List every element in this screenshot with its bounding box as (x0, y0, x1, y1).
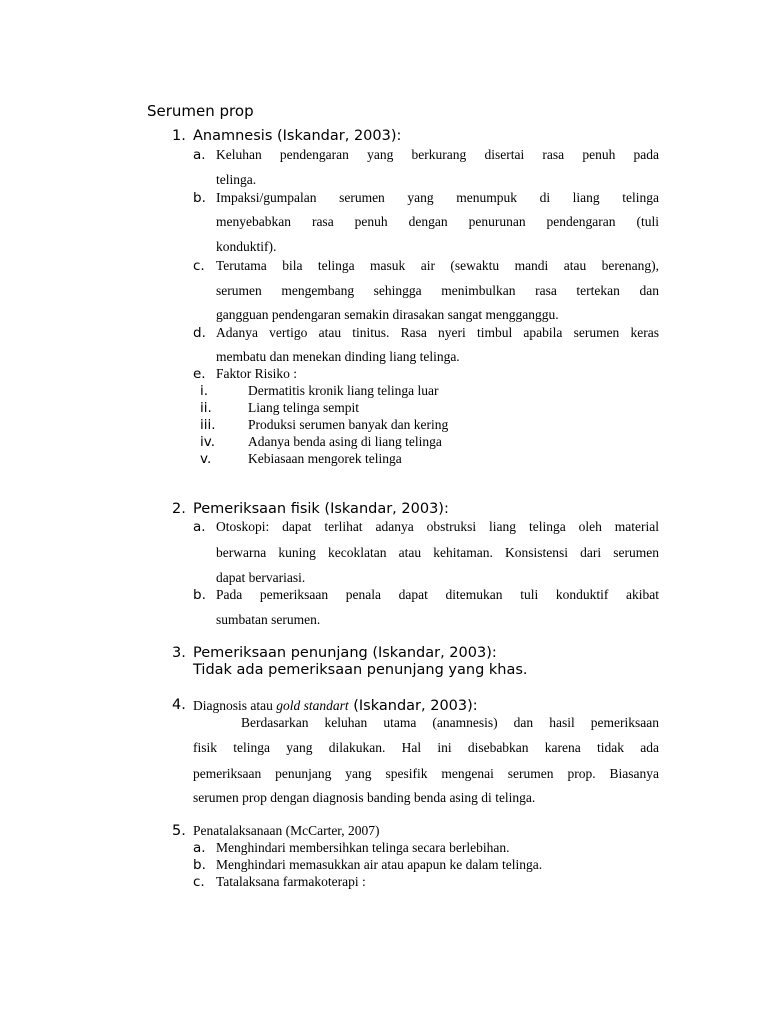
list-item-line: membatu dan menekan dinding liang telinga. (216, 349, 460, 364)
heading-italic-text: gold standart (276, 698, 349, 713)
subitem-text: Adanya benda asing di liang telinga (248, 434, 442, 449)
item-label: a. (193, 840, 206, 856)
list-item-line: telinga. (216, 172, 257, 187)
list-item-line: gangguan pendengaran semakin dirasakan sangat mengganggu. (216, 307, 559, 322)
section-3-heading: Pemeriksaan penunjang (Iskandar, 2003): (193, 645, 497, 661)
list-item-text: Menghindari memasukkan air atau apapun ke dalam telinga. (216, 857, 543, 872)
subitem-label: v. (200, 451, 212, 467)
list-item-line: konduktif). (216, 239, 277, 254)
section-1-heading: Anamnesis (Iskandar, 2003): (193, 128, 402, 144)
section-3-body: Tidak ada pemeriksaan penunjang yang khas. (193, 662, 528, 678)
list-item-line: Impaksi/gumpalan serumen yang menumpuk di liang telinga (216, 190, 659, 205)
list-item-line: berwarna kuning kecoklatan atau kehitaman. Konsistensi dari serumen (216, 545, 659, 560)
subitem-label: iii. (200, 417, 216, 433)
section-5-number: 5. (172, 823, 186, 839)
list-item-line: Adanya vertigo atau tinitus. Rasa nyeri timbul apabila serumen keras (216, 325, 659, 340)
list-item-line: Faktor Risiko : (216, 366, 298, 381)
subitem-label: ii. (200, 400, 212, 416)
subitem-text: Dermatitis kronik liang telinga luar (248, 383, 439, 398)
item-label: c. (193, 258, 205, 274)
section-4-number: 4. (172, 697, 186, 713)
heading-citation: (Iskandar, 2003): (348, 698, 478, 714)
list-item-line: menyebabkan rasa penuh dengan penurunan pendengaran (tuli (216, 214, 659, 229)
item-label: e. (193, 366, 206, 382)
item-label: b. (193, 587, 206, 603)
list-item-line: dapat bervariasi. (216, 570, 306, 585)
subitem-text: Produksi serumen banyak dan kering (248, 417, 449, 432)
paragraph-line: fisik telinga yang dilakukan. Hal ini disebabkan karena tidak ada (193, 740, 659, 755)
subitem-label: iv. (200, 434, 215, 450)
section-2-heading: Pemeriksaan fisik (Iskandar, 2003): (193, 501, 449, 517)
list-item-text: Tatalaksana farmakoterapi : (216, 874, 366, 889)
list-item-line: serumen mengembang sehingga menimbulkan rasa tertekan dan (216, 283, 659, 298)
paragraph-line: Berdasarkan keluhan utama (anamnesis) dan hasil pemeriksaan (241, 715, 659, 730)
section-3-number: 3. (172, 645, 186, 661)
item-label: d. (193, 325, 206, 341)
subitem-text: Kebiasaan mengorek telinga (248, 451, 402, 466)
list-item-line: Otoskopi: dapat terlihat adanya obstruksi liang telinga oleh material (216, 519, 659, 534)
item-label: a. (193, 147, 206, 163)
subitem-text: Liang telinga sempit (248, 400, 359, 415)
list-item-line: Terutama bila telinga masuk air (sewaktu mandi atau berenang), (216, 258, 659, 273)
item-label: c. (193, 874, 205, 890)
item-label: a. (193, 519, 206, 535)
list-item-line: Keluhan pendengaran yang berkurang disertai rasa penuh pada (216, 147, 659, 162)
heading-text: Diagnosis atau (193, 698, 277, 713)
list-item-line: sumbatan serumen. (216, 612, 321, 627)
section-4-heading (193, 697, 478, 715)
section-1-number: 1. (172, 128, 186, 144)
paragraph-line: serumen prop dengan diagnosis banding benda asing di telinga. (193, 790, 536, 805)
section-2-number: 2. (172, 501, 186, 517)
list-item-line: Pada pemeriksaan penala dapat ditemukan tuli konduktif akibat (216, 587, 659, 602)
subitem-label: i. (200, 383, 209, 399)
paragraph-line: pemeriksaan penunjang yang spesifik mengenai serumen prop. Biasanya (193, 766, 659, 781)
list-item-text: Menghindari membersihkan telinga secara berlebihan. (216, 840, 510, 855)
item-label: b. (193, 857, 206, 873)
item-label: b. (193, 190, 206, 206)
page-title: Serumen prop (147, 102, 254, 120)
section-5-heading: Penatalaksanaan (McCarter, 2007) (193, 823, 380, 838)
